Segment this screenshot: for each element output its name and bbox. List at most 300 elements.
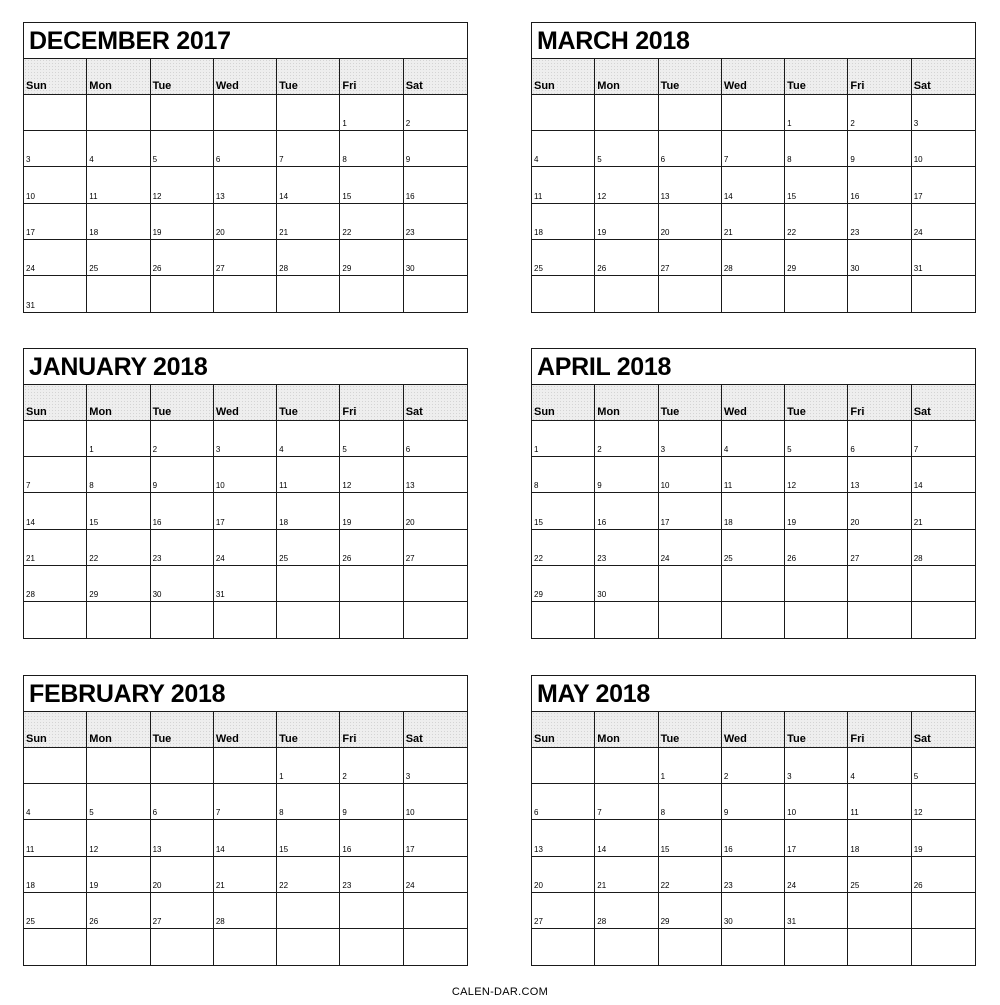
day-cell: 17 [214, 493, 277, 529]
day-cell: 6 [404, 421, 467, 457]
day-cell [659, 276, 722, 312]
day-cell: 19 [340, 493, 403, 529]
day-cell [912, 893, 975, 929]
day-cell: 27 [532, 893, 595, 929]
day-cell: 30 [722, 893, 785, 929]
day-cell [722, 929, 785, 965]
day-cell: 3 [912, 95, 975, 131]
day-cell: 21 [214, 857, 277, 893]
day-cell: 26 [87, 893, 150, 929]
day-cell: 7 [912, 421, 975, 457]
day-cell: 4 [277, 421, 340, 457]
day-cell: 31 [912, 240, 975, 276]
weekday-header: Tue [277, 712, 340, 748]
calendar-february-2018 [23, 675, 468, 966]
day-cell: 5 [87, 784, 150, 820]
day-cell: 17 [785, 820, 848, 856]
day-cell: 4 [532, 131, 595, 167]
day-cell [151, 602, 214, 638]
day-cell [848, 929, 911, 965]
day-cell [848, 276, 911, 312]
day-cell: 18 [848, 820, 911, 856]
day-cell: 23 [595, 530, 658, 566]
day-cell [404, 893, 467, 929]
weekday-header: Mon [595, 385, 658, 421]
day-cell: 10 [912, 131, 975, 167]
calendar-april-2018 [531, 348, 976, 639]
weekday-header: Sun [24, 59, 87, 95]
day-cell: 1 [659, 748, 722, 784]
day-cell: 12 [87, 820, 150, 856]
weekday-header: Mon [87, 712, 150, 748]
month-title: MARCH 2018 [532, 23, 975, 59]
weekday-header: Sat [404, 712, 467, 748]
day-cell: 27 [214, 240, 277, 276]
weekday-header: Wed [214, 385, 277, 421]
weekday-header: Tue [659, 59, 722, 95]
day-cell: 20 [151, 857, 214, 893]
weekday-header: Mon [595, 59, 658, 95]
day-cell: 8 [659, 784, 722, 820]
day-cell: 19 [785, 493, 848, 529]
day-cell: 1 [87, 421, 150, 457]
day-cell [340, 276, 403, 312]
day-cell: 17 [404, 820, 467, 856]
day-cell: 10 [659, 457, 722, 493]
day-cell [532, 929, 595, 965]
weekday-header: Sat [912, 385, 975, 421]
weekday-header: Tue [659, 385, 722, 421]
day-cell: 24 [404, 857, 467, 893]
day-cell: 1 [785, 95, 848, 131]
day-cell: 27 [151, 893, 214, 929]
day-cell: 21 [24, 530, 87, 566]
weekday-header: Mon [595, 712, 658, 748]
day-cell: 26 [912, 857, 975, 893]
day-cell: 10 [24, 167, 87, 203]
day-cell: 7 [214, 784, 277, 820]
day-cell: 14 [277, 167, 340, 203]
day-cell [595, 929, 658, 965]
day-cell: 7 [595, 784, 658, 820]
day-cell [151, 95, 214, 131]
day-cell: 9 [151, 457, 214, 493]
day-cell: 24 [785, 857, 848, 893]
day-cell: 1 [277, 748, 340, 784]
day-cell: 10 [214, 457, 277, 493]
month-title: APRIL 2018 [532, 349, 975, 385]
day-cell: 13 [404, 457, 467, 493]
day-cell: 8 [87, 457, 150, 493]
weekday-header: Sun [532, 59, 595, 95]
day-cell: 23 [848, 204, 911, 240]
day-cell [912, 929, 975, 965]
day-cell: 9 [404, 131, 467, 167]
day-cell: 5 [912, 748, 975, 784]
day-cell: 24 [659, 530, 722, 566]
weekday-header: Sun [532, 385, 595, 421]
day-cell [722, 566, 785, 602]
month-grid [532, 385, 975, 638]
day-cell [912, 602, 975, 638]
calendar-december-2017 [23, 22, 468, 313]
day-cell [277, 929, 340, 965]
day-cell: 28 [912, 530, 975, 566]
day-cell [214, 276, 277, 312]
month-grid [532, 59, 975, 312]
day-cell: 21 [277, 204, 340, 240]
day-cell: 26 [340, 530, 403, 566]
weekday-header: Fri [848, 385, 911, 421]
weekday-header: Tue [277, 59, 340, 95]
day-cell [87, 276, 150, 312]
weekday-header: Wed [722, 385, 785, 421]
day-cell [785, 276, 848, 312]
day-cell: 17 [912, 167, 975, 203]
weekday-header: Tue [785, 385, 848, 421]
day-cell: 2 [595, 421, 658, 457]
day-cell [277, 276, 340, 312]
day-cell: 6 [151, 784, 214, 820]
day-cell: 2 [340, 748, 403, 784]
day-cell [532, 95, 595, 131]
day-cell: 19 [87, 857, 150, 893]
day-cell [659, 566, 722, 602]
day-cell [24, 421, 87, 457]
day-cell: 16 [595, 493, 658, 529]
weekday-header: Mon [87, 59, 150, 95]
day-cell [659, 95, 722, 131]
weekday-header: Sat [404, 385, 467, 421]
day-cell: 22 [659, 857, 722, 893]
day-cell: 18 [532, 204, 595, 240]
day-cell: 5 [785, 421, 848, 457]
day-cell [912, 566, 975, 602]
day-cell: 16 [404, 167, 467, 203]
day-cell [340, 602, 403, 638]
day-cell: 15 [277, 820, 340, 856]
day-cell: 25 [532, 240, 595, 276]
day-cell: 13 [532, 820, 595, 856]
day-cell: 6 [532, 784, 595, 820]
weekday-header: Sat [912, 712, 975, 748]
day-cell: 2 [404, 95, 467, 131]
day-cell: 23 [722, 857, 785, 893]
day-cell: 8 [340, 131, 403, 167]
day-cell [595, 276, 658, 312]
day-cell: 3 [404, 748, 467, 784]
day-cell [848, 602, 911, 638]
day-cell [214, 748, 277, 784]
day-cell [785, 566, 848, 602]
day-cell: 16 [848, 167, 911, 203]
day-cell: 15 [340, 167, 403, 203]
day-cell: 22 [87, 530, 150, 566]
day-cell: 2 [848, 95, 911, 131]
weekday-header: Sun [532, 712, 595, 748]
day-cell: 1 [340, 95, 403, 131]
calendar-january-2018 [23, 348, 468, 639]
day-cell: 15 [785, 167, 848, 203]
weekday-header: Mon [87, 385, 150, 421]
day-cell: 12 [340, 457, 403, 493]
month-title: JANUARY 2018 [24, 349, 467, 385]
day-cell [214, 602, 277, 638]
day-cell: 26 [785, 530, 848, 566]
day-cell [595, 95, 658, 131]
month-grid [24, 712, 467, 965]
day-cell: 19 [151, 204, 214, 240]
month-title: MAY 2018 [532, 676, 975, 712]
weekday-header: Fri [848, 59, 911, 95]
day-cell: 28 [214, 893, 277, 929]
day-cell [214, 95, 277, 131]
day-cell: 4 [722, 421, 785, 457]
day-cell: 4 [87, 131, 150, 167]
day-cell [848, 566, 911, 602]
day-cell [532, 748, 595, 784]
day-cell: 2 [151, 421, 214, 457]
day-cell: 10 [404, 784, 467, 820]
day-cell: 30 [404, 240, 467, 276]
day-cell: 31 [214, 566, 277, 602]
day-cell [24, 929, 87, 965]
day-cell: 22 [340, 204, 403, 240]
day-cell: 22 [785, 204, 848, 240]
day-cell [722, 95, 785, 131]
day-cell [340, 893, 403, 929]
day-cell: 9 [595, 457, 658, 493]
day-cell: 29 [659, 893, 722, 929]
day-cell: 14 [912, 457, 975, 493]
day-cell: 13 [151, 820, 214, 856]
day-cell: 12 [912, 784, 975, 820]
day-cell: 11 [848, 784, 911, 820]
day-cell [24, 95, 87, 131]
month-grid [532, 712, 975, 965]
day-cell: 28 [24, 566, 87, 602]
day-cell: 30 [595, 566, 658, 602]
day-cell: 6 [848, 421, 911, 457]
day-cell: 24 [24, 240, 87, 276]
day-cell: 14 [214, 820, 277, 856]
day-cell: 18 [722, 493, 785, 529]
day-cell: 4 [848, 748, 911, 784]
day-cell: 20 [848, 493, 911, 529]
month-grid [24, 59, 467, 312]
day-cell: 8 [277, 784, 340, 820]
day-cell: 9 [848, 131, 911, 167]
day-cell: 31 [24, 276, 87, 312]
day-cell: 3 [214, 421, 277, 457]
day-cell: 20 [214, 204, 277, 240]
month-title: DECEMBER 2017 [24, 23, 467, 59]
day-cell: 24 [214, 530, 277, 566]
day-cell [659, 929, 722, 965]
day-cell: 21 [722, 204, 785, 240]
weekday-header: Tue [785, 59, 848, 95]
day-cell: 14 [24, 493, 87, 529]
day-cell: 15 [659, 820, 722, 856]
day-cell: 8 [532, 457, 595, 493]
day-cell [659, 602, 722, 638]
day-cell [24, 748, 87, 784]
day-cell: 18 [277, 493, 340, 529]
day-cell: 15 [87, 493, 150, 529]
weekday-header: Fri [340, 385, 403, 421]
day-cell: 19 [595, 204, 658, 240]
day-cell: 7 [277, 131, 340, 167]
weekday-header: Sat [912, 59, 975, 95]
day-cell: 3 [785, 748, 848, 784]
day-cell: 25 [24, 893, 87, 929]
day-cell [722, 276, 785, 312]
day-cell: 25 [848, 857, 911, 893]
weekday-header: Tue [151, 59, 214, 95]
day-cell: 5 [340, 421, 403, 457]
day-cell: 14 [722, 167, 785, 203]
day-cell [87, 748, 150, 784]
day-cell: 19 [912, 820, 975, 856]
day-cell [277, 602, 340, 638]
day-cell: 7 [24, 457, 87, 493]
calendar-may-2018 [531, 675, 976, 966]
weekday-header: Wed [722, 59, 785, 95]
day-cell: 20 [659, 204, 722, 240]
day-cell: 11 [87, 167, 150, 203]
day-cell: 2 [722, 748, 785, 784]
day-cell [24, 602, 87, 638]
weekday-header: Sun [24, 712, 87, 748]
day-cell [848, 893, 911, 929]
day-cell: 28 [722, 240, 785, 276]
day-cell [404, 276, 467, 312]
weekday-header: Sun [24, 385, 87, 421]
day-cell: 28 [277, 240, 340, 276]
calendar-march-2018 [531, 22, 976, 313]
day-cell: 9 [722, 784, 785, 820]
day-cell: 3 [24, 131, 87, 167]
day-cell: 12 [595, 167, 658, 203]
day-cell: 11 [532, 167, 595, 203]
day-cell: 26 [151, 240, 214, 276]
day-cell: 30 [151, 566, 214, 602]
day-cell: 11 [24, 820, 87, 856]
day-cell [595, 748, 658, 784]
day-cell: 11 [277, 457, 340, 493]
day-cell: 1 [532, 421, 595, 457]
day-cell [340, 566, 403, 602]
day-cell: 21 [595, 857, 658, 893]
day-cell: 20 [404, 493, 467, 529]
day-cell: 31 [785, 893, 848, 929]
day-cell [532, 602, 595, 638]
day-cell: 29 [340, 240, 403, 276]
day-cell [722, 602, 785, 638]
day-cell: 17 [659, 493, 722, 529]
day-cell: 18 [24, 857, 87, 893]
day-cell: 9 [340, 784, 403, 820]
day-cell: 18 [87, 204, 150, 240]
day-cell: 15 [532, 493, 595, 529]
day-cell [277, 893, 340, 929]
weekday-header: Tue [659, 712, 722, 748]
day-cell: 23 [404, 204, 467, 240]
day-cell [785, 602, 848, 638]
day-cell: 23 [151, 530, 214, 566]
day-cell [87, 602, 150, 638]
day-cell [912, 276, 975, 312]
day-cell: 11 [722, 457, 785, 493]
day-cell: 3 [659, 421, 722, 457]
day-cell [277, 95, 340, 131]
day-cell: 13 [848, 457, 911, 493]
day-cell: 25 [87, 240, 150, 276]
day-cell: 17 [24, 204, 87, 240]
day-cell: 10 [785, 784, 848, 820]
site-footer: CALEN-DAR.COM [451, 986, 549, 998]
weekday-header: Tue [277, 385, 340, 421]
weekday-header: Sat [404, 59, 467, 95]
day-cell [214, 929, 277, 965]
day-cell: 16 [722, 820, 785, 856]
day-cell: 5 [151, 131, 214, 167]
day-cell: 6 [214, 131, 277, 167]
day-cell [532, 276, 595, 312]
day-cell: 22 [277, 857, 340, 893]
day-cell: 12 [785, 457, 848, 493]
day-cell [151, 748, 214, 784]
day-cell: 7 [722, 131, 785, 167]
day-cell [404, 566, 467, 602]
day-cell: 21 [912, 493, 975, 529]
weekday-header: Fri [340, 59, 403, 95]
day-cell: 13 [659, 167, 722, 203]
day-cell: 27 [848, 530, 911, 566]
day-cell: 16 [151, 493, 214, 529]
day-cell [277, 566, 340, 602]
day-cell: 14 [595, 820, 658, 856]
weekday-header: Fri [848, 712, 911, 748]
day-cell: 25 [722, 530, 785, 566]
day-cell [151, 929, 214, 965]
day-cell: 29 [532, 566, 595, 602]
day-cell [151, 276, 214, 312]
day-cell [785, 929, 848, 965]
day-cell: 16 [340, 820, 403, 856]
weekday-header: Tue [785, 712, 848, 748]
day-cell [404, 602, 467, 638]
day-cell: 22 [532, 530, 595, 566]
day-cell: 13 [214, 167, 277, 203]
day-cell: 24 [912, 204, 975, 240]
weekday-header: Tue [151, 712, 214, 748]
day-cell: 29 [87, 566, 150, 602]
day-cell: 29 [785, 240, 848, 276]
day-cell: 27 [404, 530, 467, 566]
day-cell: 28 [595, 893, 658, 929]
weekday-header: Tue [151, 385, 214, 421]
day-cell [87, 929, 150, 965]
day-cell: 6 [659, 131, 722, 167]
day-cell: 5 [595, 131, 658, 167]
weekday-header: Fri [340, 712, 403, 748]
day-cell: 25 [277, 530, 340, 566]
day-cell: 12 [151, 167, 214, 203]
weekday-header: Wed [214, 712, 277, 748]
day-cell: 26 [595, 240, 658, 276]
month-grid [24, 385, 467, 638]
